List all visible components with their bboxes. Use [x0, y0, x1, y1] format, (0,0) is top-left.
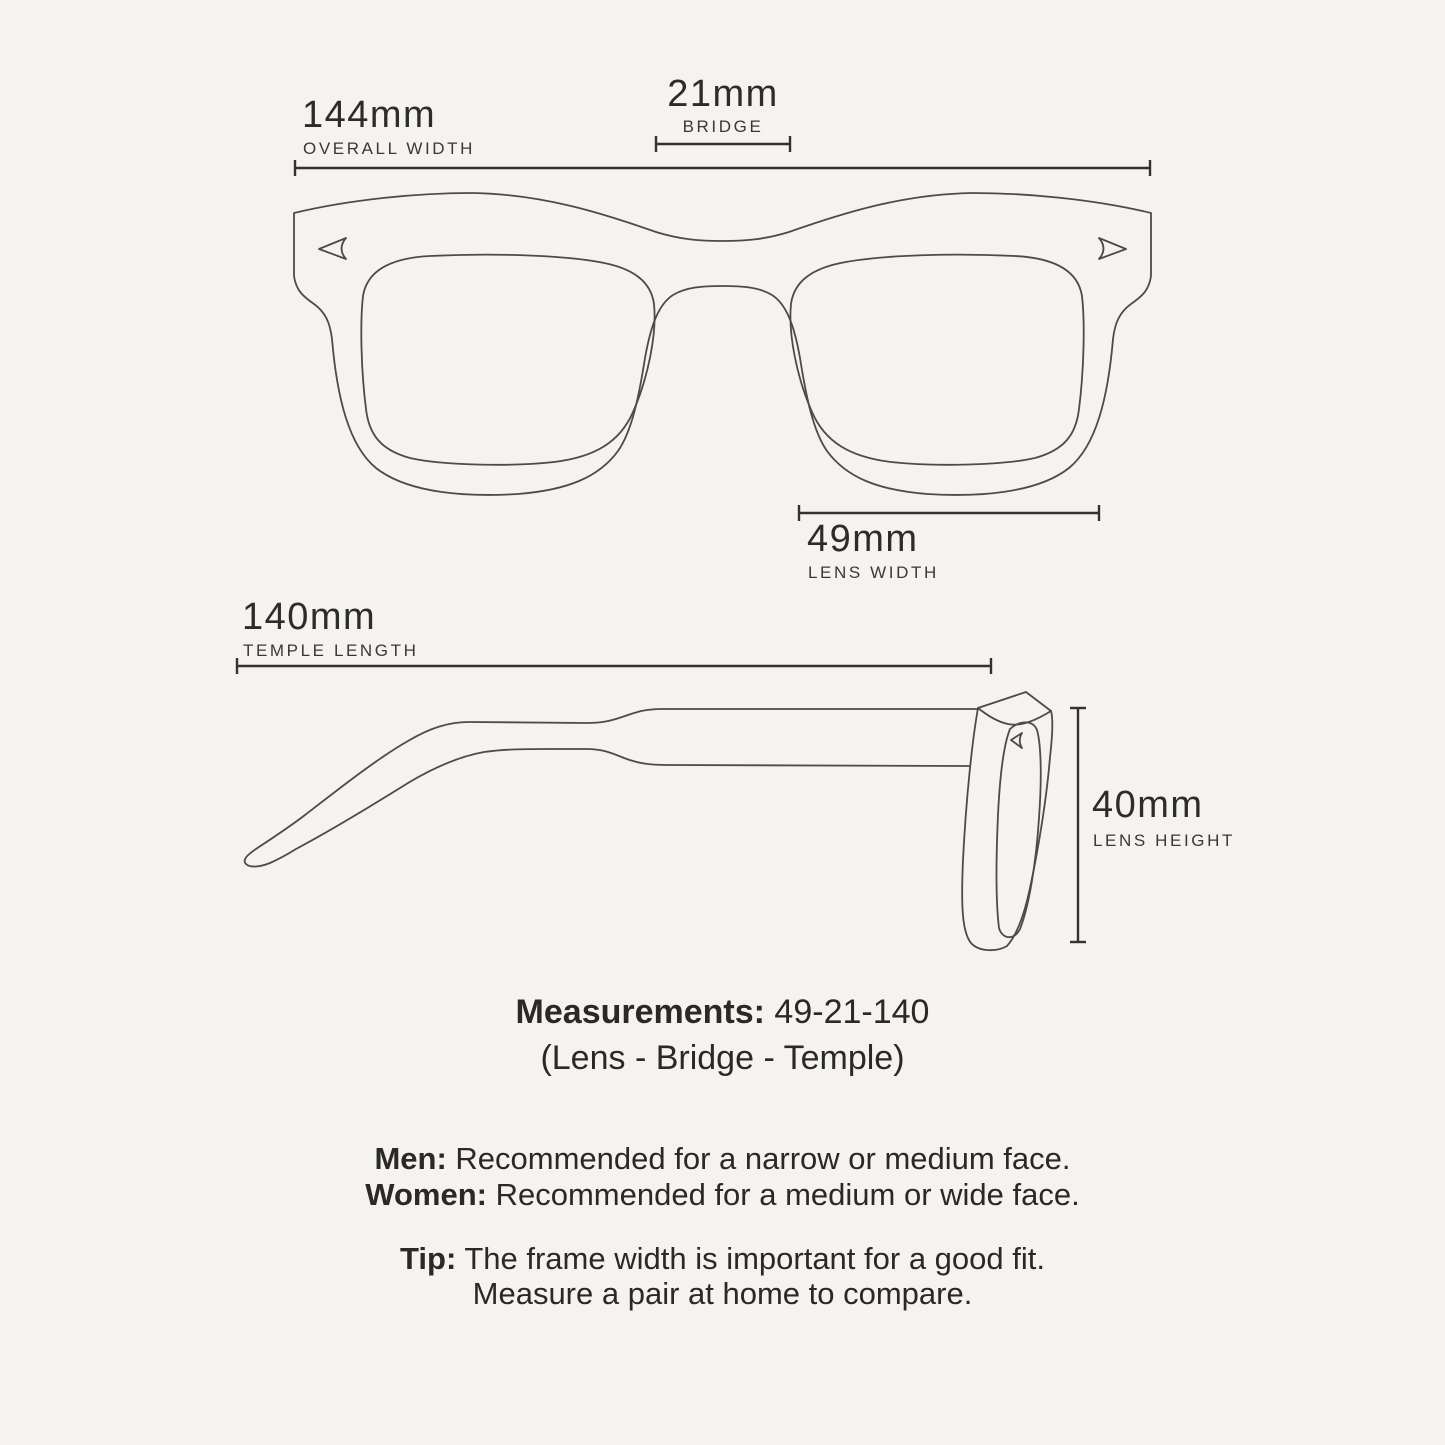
tip-label: Tip: [400, 1241, 457, 1276]
temple-arm-outline [245, 709, 978, 867]
women-recommendation-line [0, 1179, 1445, 1210]
frame-front-outline [294, 193, 1151, 495]
women-text: Recommended for a medium or wide face. [495, 1177, 1080, 1212]
tip-text-2: Measure a pair at home to compare. [472, 1276, 973, 1311]
lens-height-label: LENS HEIGHT [1093, 831, 1235, 850]
men-label: Men: [374, 1141, 447, 1176]
right-rivet-arrow-icon [1099, 238, 1126, 259]
lens-width-label: LENS WIDTH [808, 563, 939, 582]
dimension-lens-width [799, 505, 1099, 582]
measurements-value: 49-21-140 [774, 993, 930, 1031]
side-view-diagram [245, 692, 1053, 950]
tip-line-1 [0, 1243, 1445, 1274]
frame-side-top-face [978, 708, 1051, 725]
dimension-bridge [656, 73, 790, 152]
right-lens-outline [790, 255, 1083, 465]
left-lens-outline [361, 255, 654, 465]
tip-line-2 [0, 1278, 1445, 1309]
men-text: Recommended for a narrow or medium face. [455, 1141, 1071, 1176]
men-recommendation-line [0, 1143, 1445, 1174]
lens-width-value: 49mm [807, 518, 919, 560]
side-lens-rim-outline [997, 722, 1041, 937]
tip-text-1: The frame width is important for a good fit. [464, 1241, 1045, 1276]
overall-width-label: OVERALL WIDTH [303, 139, 476, 158]
dimension-lens-height [1070, 708, 1235, 942]
measurements-key-line [0, 1041, 1445, 1075]
temple-length-label: TEMPLE LENGTH [243, 641, 419, 660]
dimension-temple-length [237, 596, 991, 674]
measurements-label: Measurements: [515, 993, 765, 1031]
measurements-key: (Lens - Bridge - Temple) [540, 1039, 905, 1077]
side-rivet-arrow-icon [1011, 733, 1022, 748]
lens-height-value: 40mm [1092, 784, 1204, 826]
temple-length-value: 140mm [242, 596, 377, 638]
left-rivet-arrow-icon [319, 238, 346, 259]
women-label: Women: [365, 1177, 487, 1212]
front-view-diagram [294, 193, 1151, 495]
bridge-label: BRIDGE [682, 117, 764, 136]
overall-width-value: 144mm [302, 94, 437, 136]
measurements-line [0, 995, 1445, 1029]
bridge-value: 21mm [667, 73, 779, 115]
